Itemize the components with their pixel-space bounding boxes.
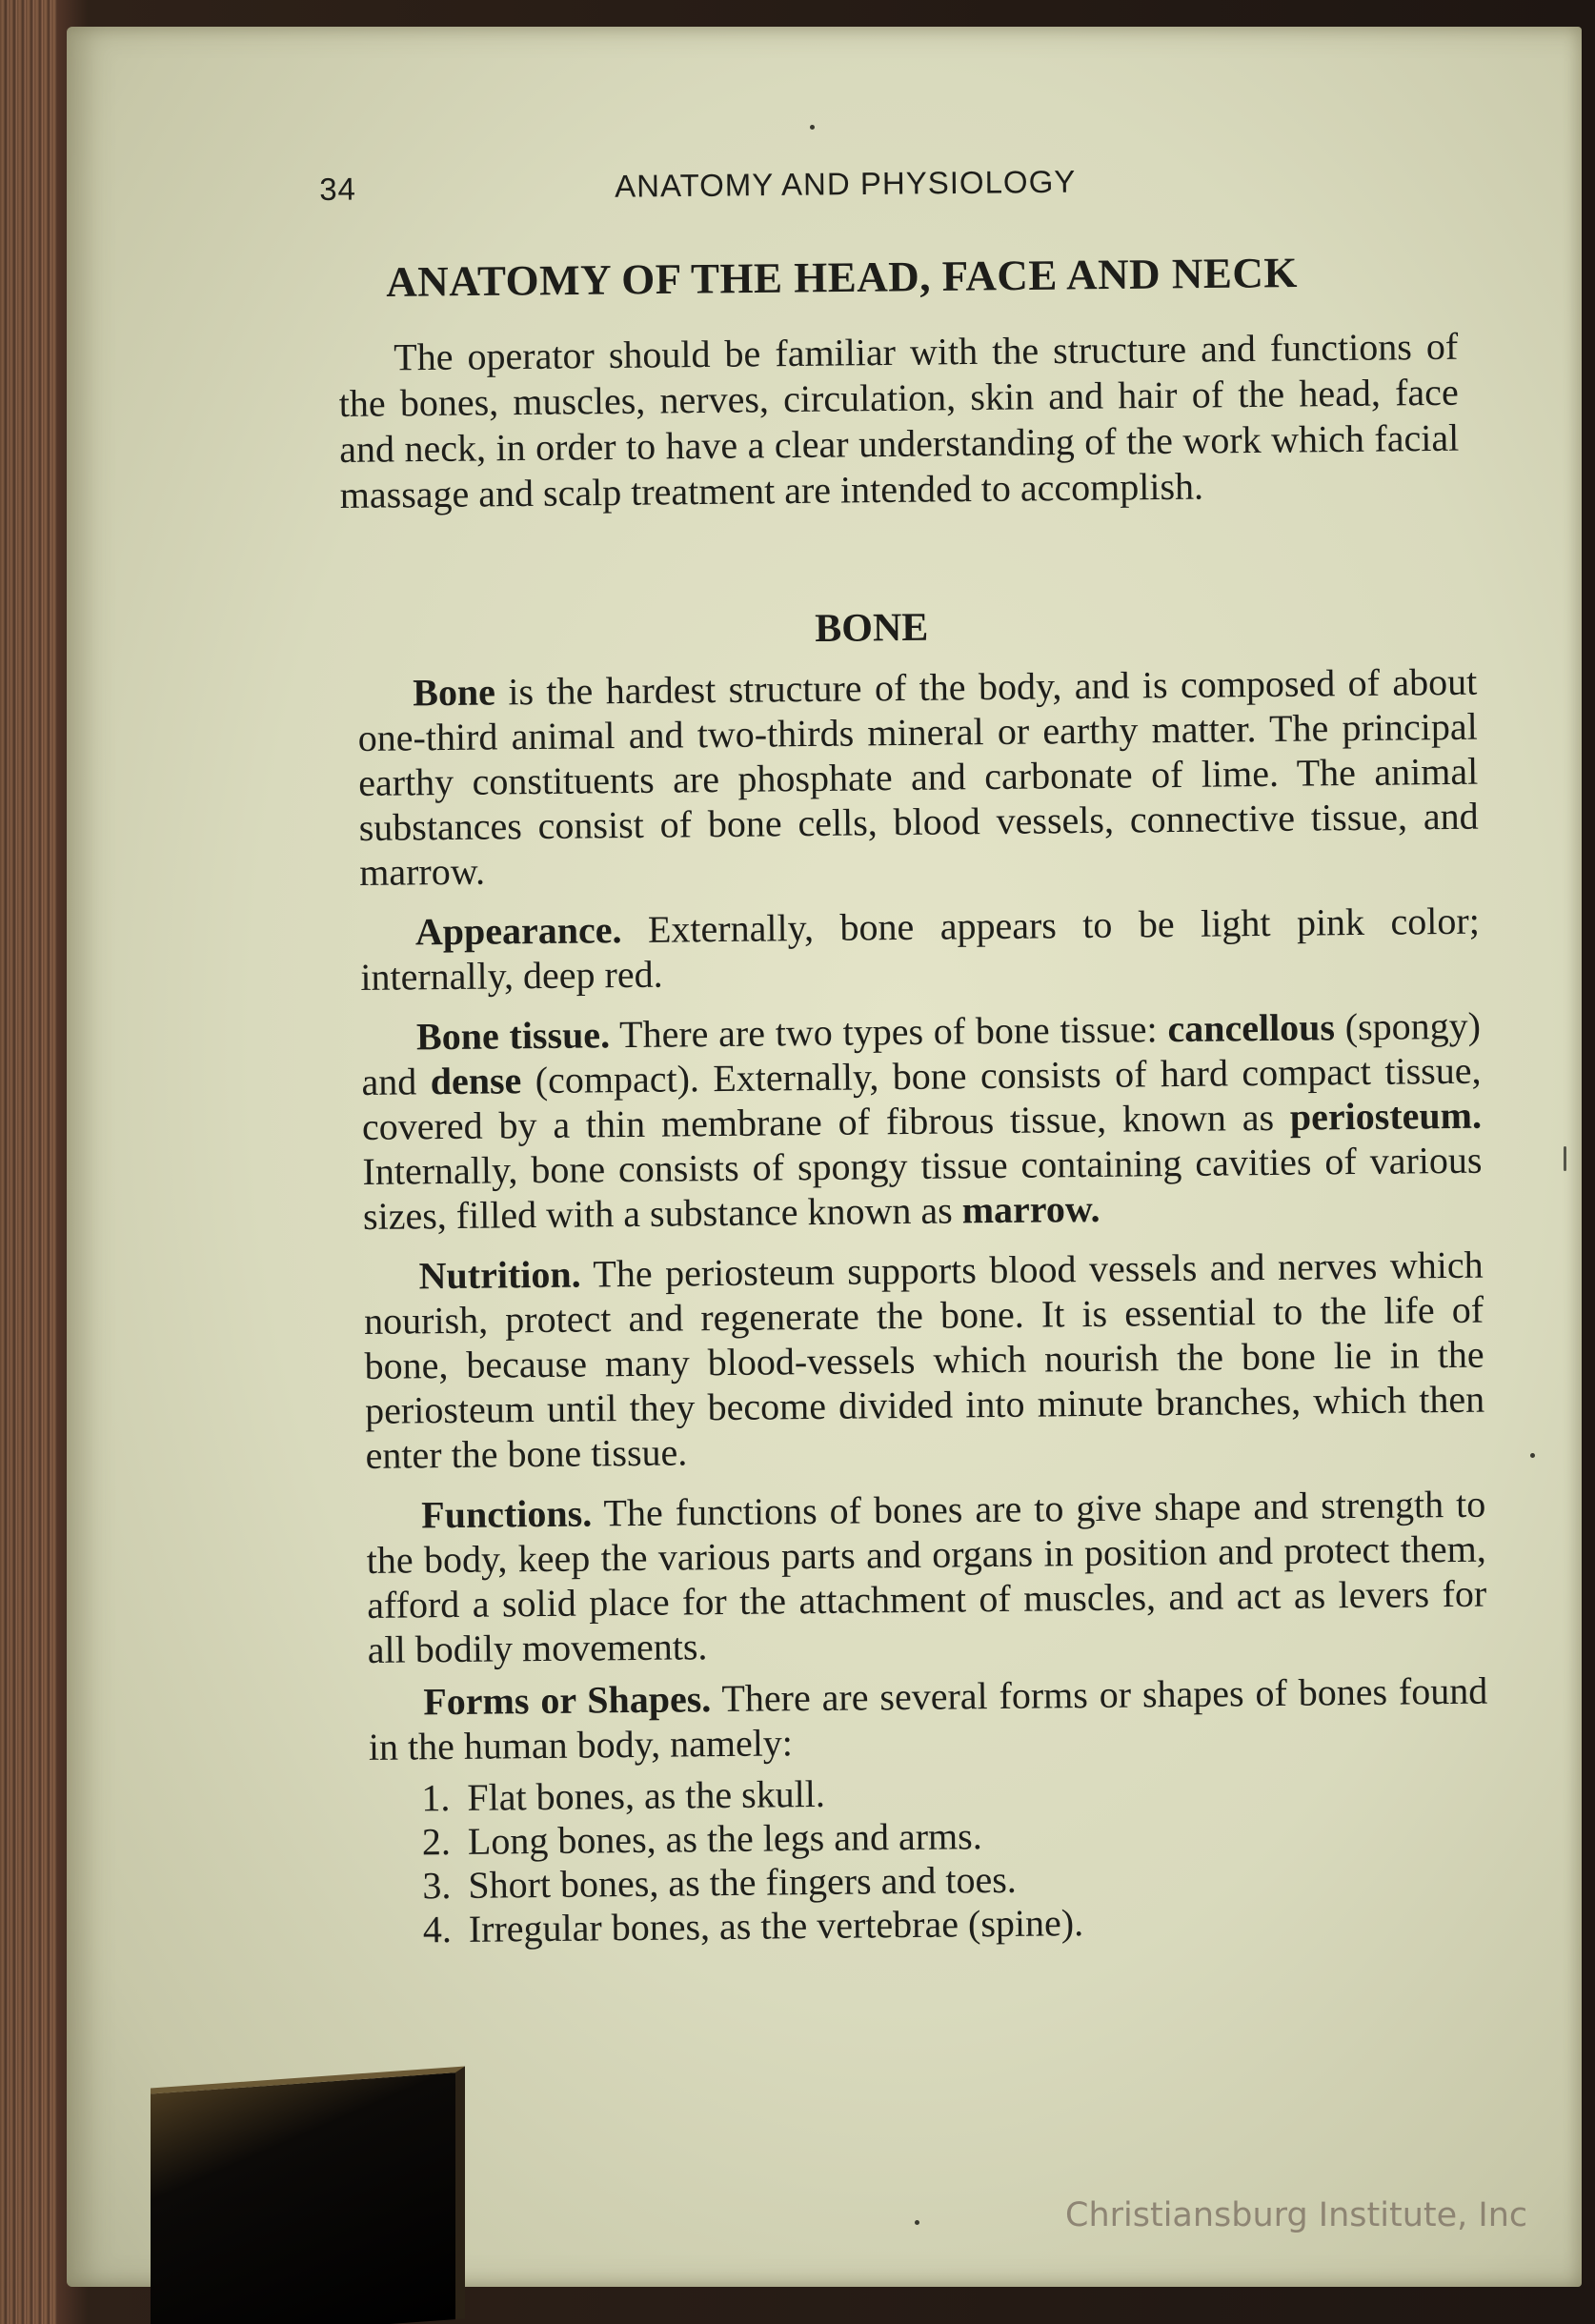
index-tab [151, 2066, 465, 2324]
book-binding-edge [0, 0, 57, 2324]
list-item-text: Short bones, as the fingers and toes. [468, 1857, 1018, 1907]
tissue-text-3: (compact). Externally, bone consists of hard compact tissue, covered by a thin membrane of fibrous tissue, known as [361, 1048, 1482, 1148]
forms-text: There are several forms or shapes of bones found in the human body, namely: [368, 1668, 1488, 1768]
list-item-text: Long bones, as the legs and arms. [467, 1814, 982, 1863]
tissue-term-dense: dense [430, 1059, 522, 1103]
list-item-number: 4. [422, 1908, 453, 1951]
tissue-paragraph [361, 1003, 1483, 1239]
functions-lead: Functions. [421, 1491, 593, 1537]
paper-speck [1530, 1453, 1535, 1458]
page-number: 34 [319, 171, 357, 207]
forms-lead: Forms or Shapes. [423, 1677, 712, 1724]
functions-text: The functions of bones are to give shape and strength to the body, keep the various parts and organs in position and protect them, afford a solid place for the attachment of muscles, and act as levers for all bodily movements. [366, 1482, 1487, 1671]
paper-speck [915, 2220, 919, 2225]
bone-forms-list [421, 1766, 1490, 1952]
intro-paragraph [338, 324, 1460, 518]
tissue-text-1: There are two types of bone tissue: [609, 1007, 1168, 1057]
list-item-number: 1. [421, 1776, 451, 1820]
tissue-lead: Bone tissue. [415, 1013, 611, 1059]
tissue-term-periosteum: periosteum. [1289, 1093, 1483, 1139]
list-item-number: 3. [422, 1864, 452, 1908]
definition-text: is the hardest structure of the body, and is composed of about one-third animal and two-thirds mineral or earthy matter. The principal earthy constituents are phosphate and carbonate of lime. The animal substances consist of bone cells, blood vessels, connective tissue, and marrow. [357, 659, 1479, 894]
appearance-text: Externally, bone appears to be light pink color; internally, deep red. [360, 899, 1481, 999]
list-item-number: 2. [421, 1820, 452, 1864]
running-title: ANATOMY AND PHYSIOLOGY [614, 163, 1077, 204]
definition-lead: Bone [413, 670, 496, 715]
nutrition-text: The periosteum supports blood vessels and nerves which nourish, protect and regenerate the bone. It is essential to the life of bone, because many blood-vessels which nourish the bone lie in the periosteum until they become divided into minute branches, which then enter the bone tissue. [363, 1243, 1485, 1477]
section-title: ANATOMY OF THE HEAD, FACE AND NECK [386, 248, 1299, 306]
forms-paragraph [368, 1668, 1488, 1769]
paper-speck [810, 125, 815, 130]
bone-heading: BONE [815, 605, 929, 651]
list-item-text: Irregular bones, as the vertebrae (spine). [468, 1901, 1084, 1950]
tissue-term-marrow: marrow. [961, 1186, 1100, 1232]
bone-body [357, 659, 1490, 1952]
appearance-paragraph [360, 899, 1481, 1000]
functions-paragraph [366, 1482, 1487, 1672]
definition-paragraph [357, 659, 1479, 895]
paper-mark [1564, 1146, 1566, 1171]
nutrition-paragraph [363, 1243, 1484, 1478]
appearance-lead: Appearance. [414, 908, 622, 954]
tissue-text-2: (spongy) and [361, 1003, 1482, 1103]
list-item-text: Flat bones, as the skull. [467, 1771, 826, 1819]
tissue-term-cancellous: cancellous [1167, 1005, 1336, 1051]
watermark: Christiansburg Institute, Inc [1065, 2196, 1528, 2234]
nutrition-lead: Nutrition. [418, 1252, 581, 1298]
tissue-text-4: Internally, bone consists of spongy tissue containing cavities of various sizes, filled with a substance known as [362, 1138, 1483, 1238]
intro-text: The operator should be familiar with the structure and functions of the bones, muscles, nerves, circulation, skin and hair of the head, face and neck, in order to have a clear understanding of the work which facial massage and scalp treatment are intended to accomplish. [338, 324, 1460, 516]
